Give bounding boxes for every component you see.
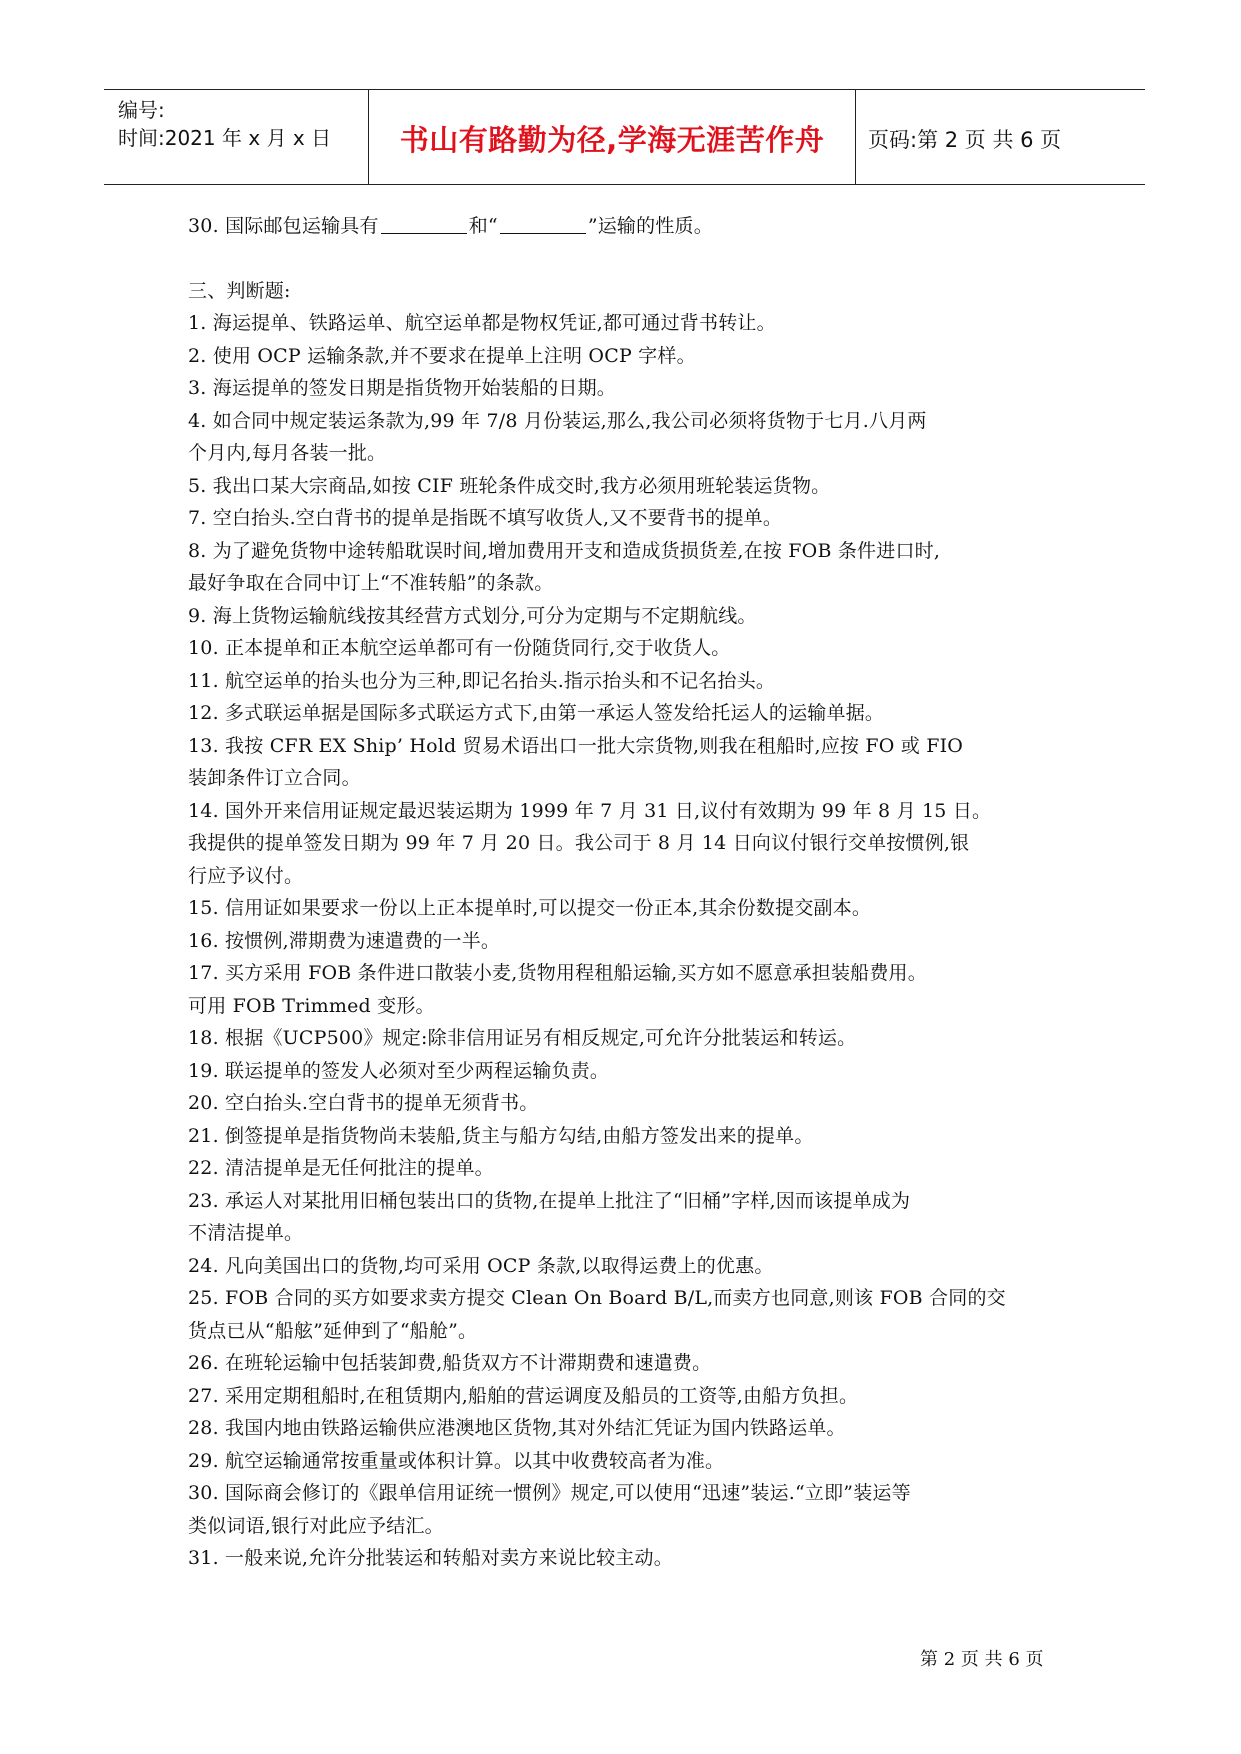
question-line: 4. 如合同中规定装运条款为,99 年 7/8 月份装运,那么,我公司必须将货物于七月.八月两 xyxy=(188,409,927,432)
question-line: 24. 凡向美国出口的货物,均可采用 OCP 条款,以取得运费上的优惠。 xyxy=(188,1254,774,1277)
document-body xyxy=(188,210,1068,1575)
question-line: 3. 海运提单的签发日期是指货物开始装船的日期。 xyxy=(188,377,616,399)
question-line: 10. 正本提单和正本航空运单都可有一份随货同行,交于收货人。 xyxy=(188,637,731,659)
question-line: 个月内,每月各装一批。 xyxy=(188,442,387,464)
header-page-cell xyxy=(856,90,1145,184)
question-line: 5. 我出口某大宗商品,如按 CIF 班轮条件成交时,我方必须用班轮装运货物。 xyxy=(188,474,831,497)
header-page-code: 页码:第 2 页 共 6 页 xyxy=(868,128,1062,152)
question-line: 11. 航空运单的抬头也分为三种,即记名抬头.指示抬头和不记名抬头。 xyxy=(188,669,776,692)
question-line: 13. 我按 CFR EX Ship’ Hold 贸易术语出口一批大宗货物,则我在租船时,应按 FO 或 FIO xyxy=(188,734,964,757)
question-line: 类似词语,银行对此应予结汇。 xyxy=(188,1514,444,1537)
question-line: 16. 按惯例,滞期费为速遣费的一半。 xyxy=(188,929,501,952)
page-header xyxy=(104,89,1145,185)
question-line: 17. 买方采用 FOB 条件进口散装小麦,货物用程租船运输,买方如不愿意承担装船费用。 xyxy=(188,962,927,984)
question-line: 可用 FOB Trimmed 变形。 xyxy=(188,994,435,1017)
question-line: 25. FOB 合同的买方如要求卖方提交 Clean On Board B/L,而卖方也同意,则该 FOB 合同的交 xyxy=(188,1287,1006,1309)
question-line: 货点已从“船舷”延伸到了“船舱”。 xyxy=(188,1319,478,1342)
spacer xyxy=(188,243,1068,275)
question-line: 9. 海上货物运输航线按其经营方式划分,可分为定期与不定期航线。 xyxy=(188,604,757,627)
question-line: 行应予议付。 xyxy=(188,864,304,887)
header-motto: 书山有路勤为径,学海无涯苦作舟 xyxy=(399,123,825,157)
question-line: 21. 倒签提单是指货物尚未装船,货主与船方勾结,由船方签发出来的提单。 xyxy=(188,1124,814,1147)
question-line: 不清洁提单。 xyxy=(188,1222,304,1244)
question-line: 我提供的提单签发日期为 99 年 7 月 20 日。我公司于 8 月 14 日向议付银行交单按惯例,银 xyxy=(188,832,970,854)
question-text-post: ”运输的性质。 xyxy=(587,215,713,237)
question-line: 1. 海运提单、铁路运单、航空运单都是物权凭证,都可通过背书转让。 xyxy=(188,312,776,334)
question-line: 26. 在班轮运输中包括装卸费,船货双方不计滞期费和速遣费。 xyxy=(188,1352,712,1374)
question-line: 最好争取在合同中订上“不准转船”的条款。 xyxy=(188,572,554,594)
question-line: 19. 联运提单的签发人必须对至少两程运输负责。 xyxy=(188,1059,610,1082)
fill-in-question-30 xyxy=(188,210,1068,243)
header-motto-cell xyxy=(369,90,856,184)
true-false-question-list xyxy=(188,307,1068,1575)
question-line: 27. 采用定期租船时,在租赁期内,船舶的营运调度及船员的工资等,由船方负担。 xyxy=(188,1384,859,1407)
question-line: 31. 一般来说,允许分批装运和转船对卖方来说比较主动。 xyxy=(188,1547,673,1569)
document-number-label: 编号: xyxy=(118,98,165,122)
question-line: 15. 信用证如果要求一份以上正本提单时,可以提交一份正本,其余份数提交副本。 xyxy=(188,897,872,919)
document-time-label: 时间:2021 年 x 月 x 日 xyxy=(118,126,332,150)
question-number: 30. xyxy=(188,215,219,237)
section-title: 三、判断题: xyxy=(188,279,291,302)
question-line: 14. 国外开来信用证规定最迟装运期为 1999 年 7 月 31 日,议付有效期为 99 年 8 月 15 日。 xyxy=(188,799,992,822)
question-line: 22. 清洁提单是无任何批注的提单。 xyxy=(188,1157,494,1179)
answer-blank xyxy=(381,215,467,234)
question-line: 28. 我国内地由铁路运输供应港澳地区货物,其对外结汇凭证为国内铁路运单。 xyxy=(188,1417,846,1439)
question-line: 30. 国际商会修订的《跟单信用证统一惯例》规定,可以使用“迅速”装运.“立即”装运等 xyxy=(188,1482,911,1504)
page-footer: 第 2 页 共 6 页 xyxy=(920,1649,1044,1670)
question-line: 7. 空白抬头.空白背书的提单是指既不填写收货人,又不要背书的提单。 xyxy=(188,507,783,529)
question-line: 8. 为了避免货物中途转船耽误时间,增加费用开支和造成货损货差,在按 FOB 条件进口时, xyxy=(188,539,941,562)
question-line: 29. 航空运输通常按重量或体积计算。以其中收费较高者为准。 xyxy=(188,1449,725,1472)
header-info-cell xyxy=(104,90,369,184)
question-text-pre: 国际邮包运输具有 xyxy=(225,215,379,237)
question-line: 12. 多式联运单据是国际多式联运方式下,由第一承运人签发给托运人的运输单据。 xyxy=(188,702,885,724)
question-line: 装卸条件订立合同。 xyxy=(188,767,361,789)
question-text-mid: 和“ xyxy=(468,215,498,237)
question-line: 2. 使用 OCP 运输条款,并不要求在提单上注明 OCP 字样。 xyxy=(188,344,696,367)
question-line: 20. 空白抬头.空白背书的提单无须背书。 xyxy=(188,1092,539,1114)
question-line: 18. 根据《UCP500》规定:除非信用证另有相反规定,可允许分批装运和转运。 xyxy=(188,1027,857,1049)
answer-blank xyxy=(500,215,586,234)
question-line: 23. 承运人对某批用旧桶包装出口的货物,在提单上批注了“旧桶”字样,因而该提单成为 xyxy=(188,1189,911,1212)
